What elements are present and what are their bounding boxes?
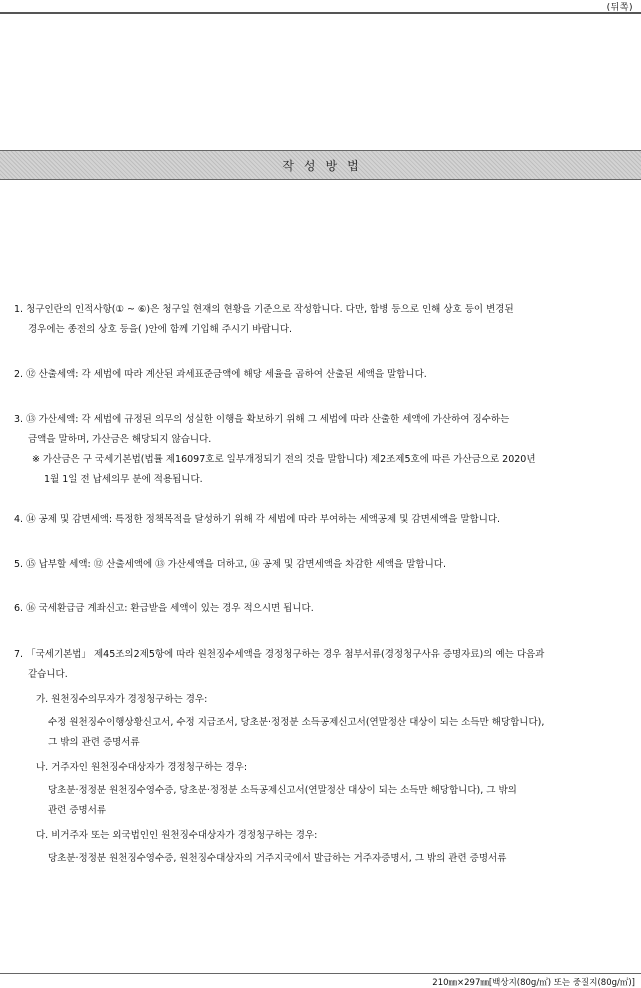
note-line: ※ 가산금은 구 국세기본법(법률 제16097호로 일부개정되기 전의 것을 말합니다) 제2조제5호에 따른 가산금으로 2020년 <box>32 454 536 465</box>
sub-item-detail: 당초분·정정분 원천징수영수증, 원천징수대상자의 거주지국에서 발급하는 거주자증명서, 그 밖의 관련 증명서류 <box>48 853 507 864</box>
sub-item-label: 나. 거주자인 원천징수대상자가 경정청구하는 경우: <box>36 762 248 773</box>
bottom-rule <box>0 973 641 974</box>
sub-item-detail: 당초분·정정분 원천징수영수증, 당초분·정정분 소득공제신고서(연말정산 대상이 되는 소득만 해당합니다), 그 밖의 <box>48 785 517 796</box>
paper-spec: 210㎜×297㎜[백상지(80g/㎡) 또는 중질지(80g/㎡)] <box>432 978 635 988</box>
instruction-item-1 <box>14 300 627 340</box>
item-line: 같습니다. <box>28 669 68 680</box>
page-side-label: (뒤쪽) <box>606 3 633 13</box>
sub-item-detail: 그 밖의 관련 증명서류 <box>48 737 140 748</box>
instruction-item-2 <box>14 365 627 385</box>
item-line: 2. ⑫ 산출세액: 각 세법에 따라 계산된 과세표준금액에 해당 세율을 곱하여 산출된 세액을 말합니다. <box>14 369 427 380</box>
instruction-item-4 <box>14 510 627 530</box>
section-title: 작성방법 <box>282 158 369 173</box>
instruction-item-5 <box>14 555 627 575</box>
item-line: 7. 「국세기본법」 제45조의2제5항에 따라 원천징수세액을 경정청구하는 경우 첨부서류(경정청구사유 증명자료)의 예는 다음과 <box>14 649 545 660</box>
sub-item-detail: 관련 증명서류 <box>48 805 107 816</box>
instruction-item-7 <box>14 645 627 869</box>
item-line: 1. 청구인란의 인적사항(① ~ ⑥)은 청구일 현재의 현황을 기준으로 작성합니다. 다만, 합병 등으로 인해 상호 등이 변경된 <box>14 304 514 315</box>
sub-item-label: 가. 원천징수의무자가 경정청구하는 경우: <box>36 694 208 705</box>
instruction-item-3 <box>14 410 627 490</box>
item-line: 금액을 말하며, 가산금은 해당되지 않습니다. <box>28 434 212 445</box>
sub-item-label: 다. 비거주자 또는 외국법인인 원천징수대상자가 경정청구하는 경우: <box>36 830 318 841</box>
item-line: 경우에는 종전의 상호 등을( )안에 함께 기입해 주시기 바랍니다. <box>28 324 293 335</box>
sub-item-detail: 수정 원천징수이행상황신고서, 수정 지급조서, 당초분·정정분 소득공제신고서(연말정산 대상이 되는 소득만 해당합니다), <box>48 717 545 728</box>
section-title-band <box>0 150 641 180</box>
top-rule <box>0 12 641 14</box>
item-line: 6. ⑯ 국세환급금 계좌신고: 환급받을 세액이 있는 경우 적으시면 됩니다. <box>14 603 314 614</box>
item-line: 5. ⑮ 납부할 세액: ⑫ 산출세액에 ⑬ 가산세액을 더하고, ⑭ 공제 및 감면세액을 차감한 세액을 말합니다. <box>14 559 446 570</box>
item-line: 3. ⑬ 가산세액: 각 세법에 규정된 의무의 성실한 이행을 확보하기 위해 그 세법에 따라 산출한 세액에 가산하여 징수하는 <box>14 414 510 425</box>
note-line: 1월 1일 전 납세의무 분에 적용됩니다. <box>44 474 203 485</box>
item-line: 4. ⑭ 공제 및 감면세액: 특정한 정책목적을 달성하기 위해 각 세법에 따라 부여하는 세액공제 및 감면세액을 말합니다. <box>14 514 501 525</box>
instruction-item-6 <box>14 599 627 619</box>
